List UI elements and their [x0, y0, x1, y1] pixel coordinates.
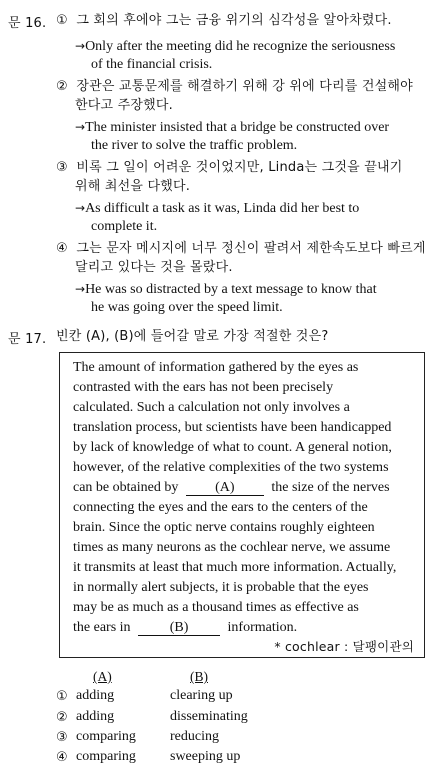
- choice-a: comparing: [76, 749, 136, 764]
- passage-line: however, of the relative complexities of the two systems: [73, 460, 389, 475]
- passage-line-with-blank-a: can be obtained by (A) the size of the nerves: [73, 480, 390, 495]
- question-number: 문 16.: [8, 16, 47, 31]
- column-header-a: (A): [93, 669, 112, 684]
- passage-line: in normally alert subjects, it is probable that the eyes: [73, 580, 369, 595]
- column-header-b: (B): [190, 669, 208, 684]
- choice-b: clearing up: [170, 688, 233, 703]
- choice-1[interactable]: [56, 688, 233, 704]
- passage-line: times as many neurons as the cochlear nerve, we assume: [73, 540, 391, 555]
- choice-b: reducing: [170, 729, 219, 744]
- q16-option-2-english-line-1: →The minister insisted that a bridge be constructed over: [75, 120, 390, 135]
- passage-line-with-blank-b: the ears in (B) information.: [73, 620, 298, 635]
- q16-option-2-korean-line-2: 한다고 주장했다.: [75, 98, 173, 113]
- option-marker: ③: [56, 730, 68, 745]
- passage-line: contrasted with the ears has not been precisely: [73, 380, 334, 395]
- choice-3[interactable]: [56, 729, 219, 745]
- arrow-icon: →: [75, 282, 86, 296]
- arrow-icon: →: [75, 201, 86, 215]
- option-marker: ③: [56, 160, 68, 175]
- passage-line: connecting the eyes and the ears to the centers of the: [73, 500, 368, 515]
- choice-a: adding: [76, 709, 115, 724]
- passage-line: translation process, but scientists have been handicapped: [73, 420, 392, 435]
- q16-option-3-english-line-1: →As difficult a task as it was, Linda did her best to: [75, 201, 360, 216]
- passage-line: may be as much as a thousand times as effective as: [73, 600, 359, 615]
- arrow-icon: →: [75, 120, 86, 134]
- footnote: * cochlear : 달팽이관의: [274, 639, 414, 654]
- q16-option-3-korean-line-2: 위해 최선을 다했다.: [75, 179, 191, 194]
- choice-b: sweeping up: [170, 749, 241, 764]
- q16-option-4-english-line-2: he was going over the speed limit.: [91, 300, 283, 315]
- q16-option-4-english-line-1: →He was so distracted by a text message to know that: [75, 282, 377, 297]
- passage-line: it transmits at least that much more information. Actually,: [73, 560, 397, 575]
- option-marker: ④: [56, 241, 68, 256]
- option-marker: ②: [56, 710, 68, 725]
- q16-option-4-korean-line-2: 달리고 있다는 것을 몰랐다.: [75, 260, 233, 275]
- choice-b: disseminating: [170, 709, 248, 724]
- passage-line: by lack of knowledge of what to count. A general notion,: [73, 440, 392, 455]
- option-marker: ①: [56, 13, 68, 28]
- choice-2[interactable]: [56, 709, 248, 725]
- choice-a: comparing: [76, 729, 136, 744]
- blank-b: (B): [138, 621, 220, 636]
- q16-option-3-english-line-2: complete it.: [91, 219, 158, 234]
- q16-option-1-english-line-2: of the financial crisis.: [91, 57, 213, 72]
- passage-line: The amount of information gathered by the eyes as: [73, 360, 359, 375]
- option-marker: ④: [56, 750, 68, 765]
- question-stem: 빈칸 (A), (B)에 들어갈 말로 가장 적절한 것은?: [56, 329, 329, 344]
- passage-line: calculated. Such a calculation not only involves a: [73, 400, 350, 415]
- arrow-icon: →: [75, 39, 86, 53]
- choice-a: adding: [76, 688, 115, 703]
- blank-a: (A): [186, 481, 264, 496]
- option-marker: ②: [56, 79, 68, 94]
- q16-option-1-english-line-1: →Only after the meeting did he recognize the seriousness: [75, 39, 396, 54]
- question-number: 문 17.: [8, 332, 47, 347]
- q16-option-2-korean-line-1: ② 장관은 교통문제를 해결하기 위해 강 위에 다리를 건설해야: [56, 79, 413, 94]
- q16-option-2-english-line-2: the river to solve the traffic problem.: [91, 138, 298, 153]
- q16-option-1-korean-line-1: ① 그 회의 후에야 그는 금융 위기의 심각성을 알아차렸다.: [56, 13, 392, 28]
- q16-option-4-korean-line-1: ④ 그는 문자 메시지에 너무 정신이 팔려서 제한속도보다 빠르게: [56, 241, 426, 256]
- option-marker: ①: [56, 689, 68, 704]
- q16-option-3-korean-line-1: ③ 비록 그 일이 어려운 것이었지만, Linda는 그것을 끝내기: [56, 160, 403, 175]
- passage-box: [59, 352, 425, 658]
- choice-4[interactable]: [56, 749, 241, 765]
- passage-line: brain. Since the optic nerve contains roughly eighteen: [73, 520, 375, 535]
